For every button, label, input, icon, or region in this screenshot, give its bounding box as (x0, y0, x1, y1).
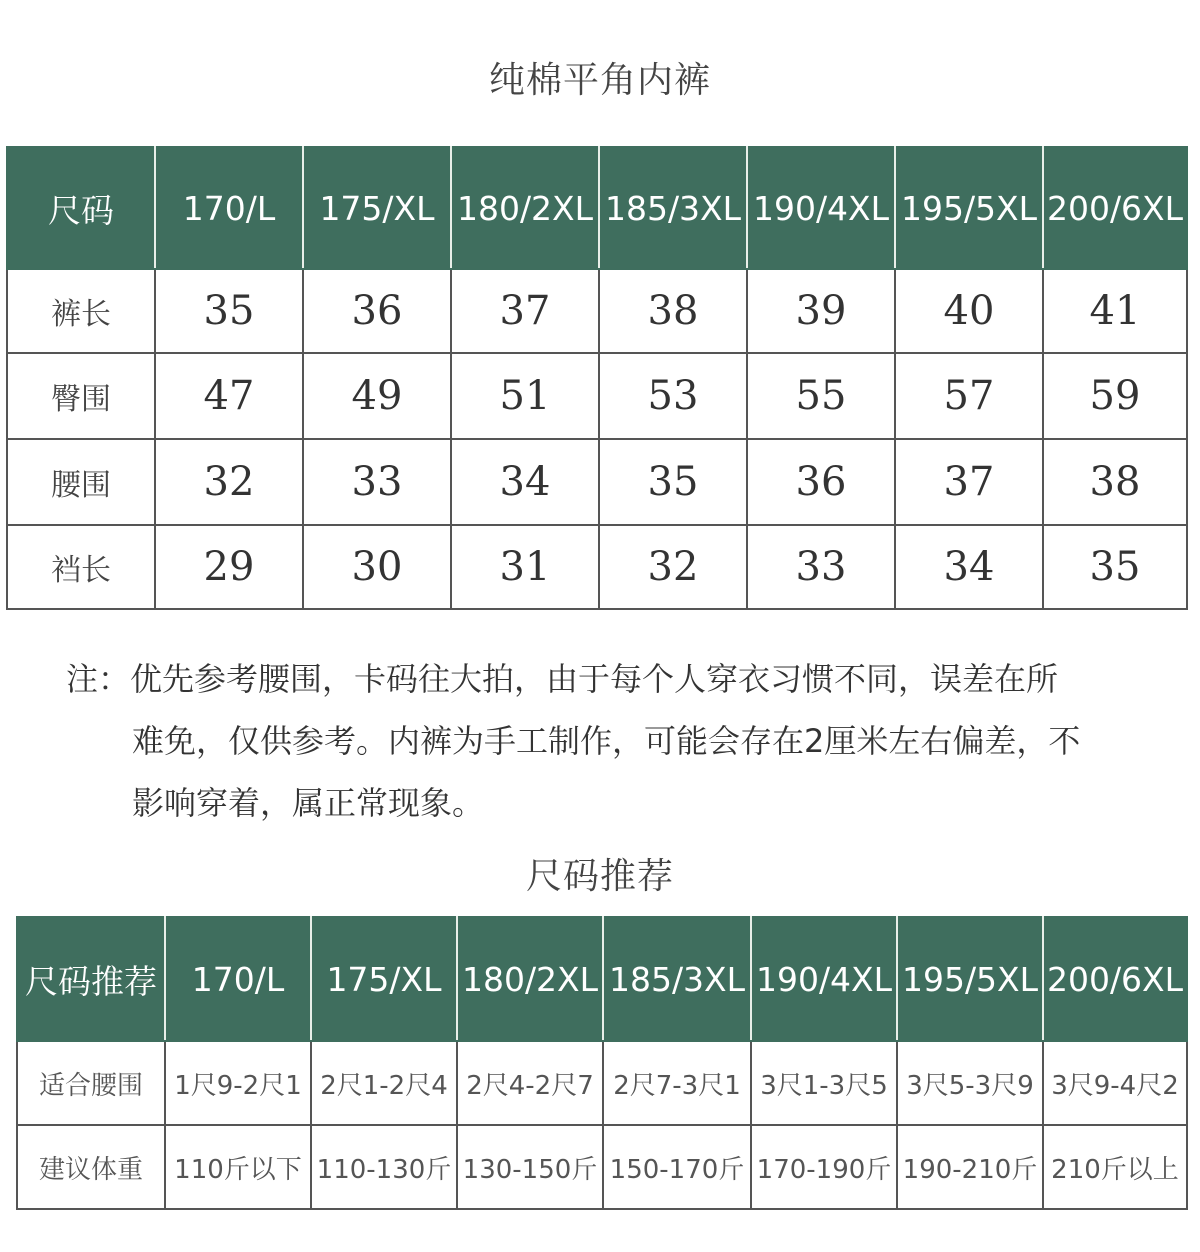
row-label: 裤长 (7, 269, 155, 353)
table-cell: 3尺1-3尺5 (751, 1041, 897, 1125)
table-cell: 35 (155, 269, 303, 353)
table-cell: 29 (155, 525, 303, 609)
header-cell: 170/L (165, 917, 311, 1041)
table-cell: 3尺5-3尺9 (897, 1041, 1043, 1125)
row-label: 臀围 (7, 353, 155, 439)
table-cell: 3尺9-4尺2 (1043, 1041, 1187, 1125)
table-cell: 38 (599, 269, 747, 353)
header-cell: 185/3XL (599, 147, 747, 269)
row-label: 裆长 (7, 525, 155, 609)
table-cell: 33 (747, 525, 895, 609)
table-cell: 39 (747, 269, 895, 353)
size-recommendation-table (16, 916, 1188, 1210)
header-cell: 185/3XL (603, 917, 751, 1041)
table-cell: 1尺9-2尺1 (165, 1041, 311, 1125)
table-row (17, 1125, 1187, 1209)
table-cell: 32 (155, 439, 303, 525)
size-chart-table (6, 146, 1188, 610)
size-chart-title: 纯棉平角内裤 (488, 60, 711, 101)
header-cell: 180/2XL (451, 147, 599, 269)
table-cell: 35 (599, 439, 747, 525)
table-cell: 49 (303, 353, 451, 439)
header-cell: 尺码 (7, 147, 155, 269)
table-cell: 59 (1043, 353, 1187, 439)
header-cell: 尺码推荐 (17, 917, 165, 1041)
note-line: 注：优先参考腰围，卡码往大拍，由于每个人穿衣习惯不同，误差在所 (66, 660, 1059, 698)
table-cell: 190-210斤 (897, 1125, 1043, 1209)
header-cell: 200/6XL (1043, 917, 1187, 1041)
table-cell: 36 (747, 439, 895, 525)
table-cell: 41 (1043, 269, 1187, 353)
table-cell: 32 (599, 525, 747, 609)
table-cell: 37 (451, 269, 599, 353)
table-cell: 31 (451, 525, 599, 609)
table-header-row (17, 917, 1187, 1041)
table-header-row (7, 147, 1187, 269)
table-cell: 47 (155, 353, 303, 439)
header-cell: 190/4XL (747, 147, 895, 269)
row-label: 适合腰围 (17, 1041, 165, 1125)
table-cell: 170-190斤 (751, 1125, 897, 1209)
header-cell: 195/5XL (897, 917, 1043, 1041)
header-cell: 170/L (155, 147, 303, 269)
note-line: 难免，仅供参考。内裤为手工制作，可能会存在2厘米左右偏差，不 (132, 722, 1081, 760)
table-cell: 30 (303, 525, 451, 609)
header-cell: 175/XL (303, 147, 451, 269)
size-recommendation-title: 尺码推荐 (525, 856, 674, 897)
table-cell: 38 (1043, 439, 1187, 525)
table-cell: 110斤以下 (165, 1125, 311, 1209)
table-cell: 2尺7-3尺1 (603, 1041, 751, 1125)
table-row (7, 439, 1187, 525)
table-cell: 53 (599, 353, 747, 439)
header-cell: 175/XL (311, 917, 457, 1041)
table-row (7, 525, 1187, 609)
header-cell: 190/4XL (751, 917, 897, 1041)
table-cell: 57 (895, 353, 1043, 439)
table-cell: 36 (303, 269, 451, 353)
table-cell: 35 (1043, 525, 1187, 609)
table-cell: 2尺4-2尺7 (457, 1041, 603, 1125)
table-cell: 55 (747, 353, 895, 439)
table-cell: 110-130斤 (311, 1125, 457, 1209)
table-cell: 210斤以上 (1043, 1125, 1187, 1209)
table-row (7, 269, 1187, 353)
header-cell: 180/2XL (457, 917, 603, 1041)
table-cell: 51 (451, 353, 599, 439)
row-label: 建议体重 (17, 1125, 165, 1209)
table-cell: 33 (303, 439, 451, 525)
table-cell: 2尺1-2尺4 (311, 1041, 457, 1125)
table-cell: 130-150斤 (457, 1125, 603, 1209)
table-cell: 34 (895, 525, 1043, 609)
note-line: 影响穿着，属正常现象。 (132, 784, 485, 822)
table-cell: 40 (895, 269, 1043, 353)
table-row (7, 353, 1187, 439)
table-row (17, 1041, 1187, 1125)
size-note (66, 648, 1166, 834)
header-cell: 195/5XL (895, 147, 1043, 269)
table-cell: 150-170斤 (603, 1125, 751, 1209)
table-cell: 34 (451, 439, 599, 525)
row-label: 腰围 (7, 439, 155, 525)
table-cell: 37 (895, 439, 1043, 525)
header-cell: 200/6XL (1043, 147, 1187, 269)
